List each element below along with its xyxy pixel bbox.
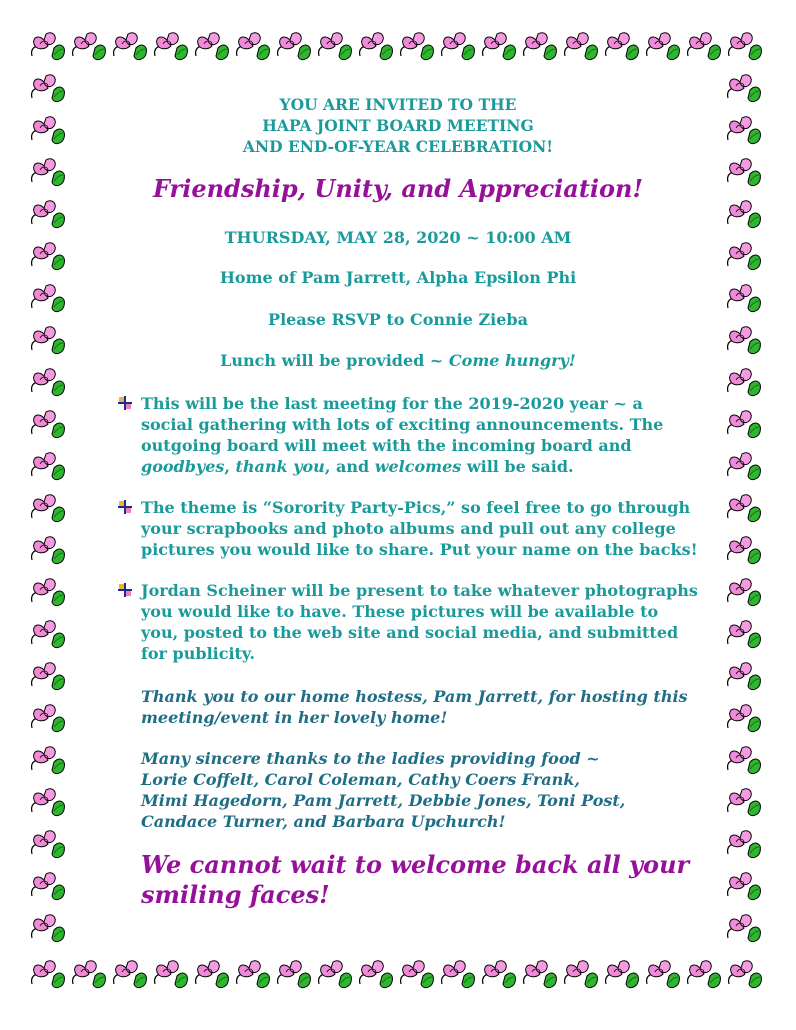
rose-icon [32,621,65,648]
rose-icon [647,33,680,60]
rose-icon [728,873,761,900]
rose-icon [237,33,270,60]
lunch-note [0,351,796,370]
rose-icon [728,453,761,480]
lunch-emphasis: Come hungry! [448,351,576,370]
rose-icon [728,915,761,942]
thanks-line: Thank you to our home hostess, Pam Jarrett, for hosting this [141,687,688,706]
rose-icon [237,961,270,988]
bullet-text: , and [324,457,375,476]
rose-icon [728,579,761,606]
rose-icon [728,327,761,354]
rose-icon [32,285,65,312]
rose-icon [688,33,721,60]
rose-icon [32,747,65,774]
rose-icon [728,747,761,774]
rose-icon [728,411,761,438]
bullet-list [118,393,698,684]
rose-icon [32,663,65,690]
rose-icon [483,33,516,60]
rose-icon [728,201,761,228]
heading-line: HAPA JOINT BOARD MEETING [262,116,534,135]
rose-icon [32,915,65,942]
hostess-thanks [141,686,701,728]
thanks-line: Lorie Coffelt, Carol Coleman, Cathy Coers Frank, [141,770,580,789]
rose-icon [728,663,761,690]
rose-icon [32,579,65,606]
thanks-line: Many sincere thanks to the ladies providing food ~ [141,749,600,768]
invitation-heading [0,94,796,157]
rose-icon [606,33,639,60]
rose-icon [278,33,311,60]
location: Home of Pam Jarrett, Alpha Epsilon Phi [219,268,577,287]
square-bullet-icon [118,583,132,597]
rose-icon [728,831,761,858]
rose-icon [728,789,761,816]
rsvp: Please RSVP to Connie Zieba [268,310,528,329]
square-bullet-icon [118,396,132,410]
rose-icon [524,33,557,60]
rose-icon [728,495,761,522]
thanks-line: Candace Turner, and Barbara Upchurch! [141,812,506,831]
bullet-text: The theme is “Sorority Party-Pics,” so feel free to go through your scrapbooks and photo albums and pull out any college pictures you would like to share. Put your name on the backs! [141,498,698,559]
rose-icon [32,495,65,522]
bullet-text: , [224,457,236,476]
rose-icon [606,961,639,988]
rose-icon [32,831,65,858]
rose-icon [32,327,65,354]
rose-icon [114,961,147,988]
rose-icon [32,537,65,564]
rose-icon [728,285,761,312]
rose-icon [114,33,147,60]
rose-icon [278,961,311,988]
closing-message [141,850,721,910]
thanks-line: Mimi Hagedorn, Pam Jarrett, Debbie Jones, Toni Post, [141,791,626,810]
closing-line: smiling faces! [141,880,330,909]
rose-icon [32,411,65,438]
rose-icon [728,621,761,648]
rose-icon [728,537,761,564]
rose-icon [73,961,106,988]
rose-icon [32,705,65,732]
closing-line: We cannot wait to welcome back all your [141,850,690,879]
rose-icon [729,961,762,988]
rose-icon [401,33,434,60]
thanks-line: meeting/event in her lovely home! [141,708,448,727]
list-item [118,580,698,664]
rose-icon [196,961,229,988]
rose-icon [32,789,65,816]
rose-icon [728,705,761,732]
rose-icon [688,961,721,988]
rose-icon [32,33,65,60]
rose-icon [565,33,598,60]
rose-icon [32,369,65,396]
rose-icon [155,961,188,988]
motto: Friendship, Unity, and Appreciation! [152,174,644,203]
rose-icon [442,33,475,60]
date-time: THURSDAY, MAY 28, 2020 ~ 10:00 AM [224,228,572,247]
rose-icon [32,201,65,228]
emphasis-goodbyes: goodbyes [141,457,225,476]
food-thanks [141,748,701,832]
rose-icon [319,33,352,60]
rose-icon [196,33,229,60]
rose-icon [360,961,393,988]
square-bullet-icon [118,500,132,514]
rose-icon [729,33,762,60]
rose-icon [401,961,434,988]
rose-icon [32,873,65,900]
list-item [118,393,698,477]
lunch-text: Lunch will be provided ~ [220,351,449,370]
emphasis-welcomes: welcomes [374,457,462,476]
list-item [118,497,698,560]
rose-icon [319,961,352,988]
rose-icon [155,33,188,60]
bullet-text: will be said. [461,457,574,476]
rose-icon [32,961,65,988]
rose-icon [73,33,106,60]
rose-icon [728,369,761,396]
heading-line: AND END-OF-YEAR CELEBRATION! [242,137,554,156]
rose-icon [647,961,680,988]
emphasis-thank-you: thank you [235,457,325,476]
rose-icon [442,961,475,988]
rose-icon [360,33,393,60]
bullet-text: Jordan Scheiner will be present to take whatever photographs you would like to have. These pictures will be available to you, posted to the web site and social media, and submitted for publicity. [141,581,698,663]
rose-icon [524,961,557,988]
rose-icon [32,453,65,480]
heading-line: YOU ARE INVITED TO THE [279,95,517,114]
bullet-text: This will be the last meeting for the 2019-2020 year ~ a social gathering with lots of exciting announcements. The outgoing board will meet with the incoming board and [141,394,664,455]
rose-icon [565,961,598,988]
rose-icon [483,961,516,988]
